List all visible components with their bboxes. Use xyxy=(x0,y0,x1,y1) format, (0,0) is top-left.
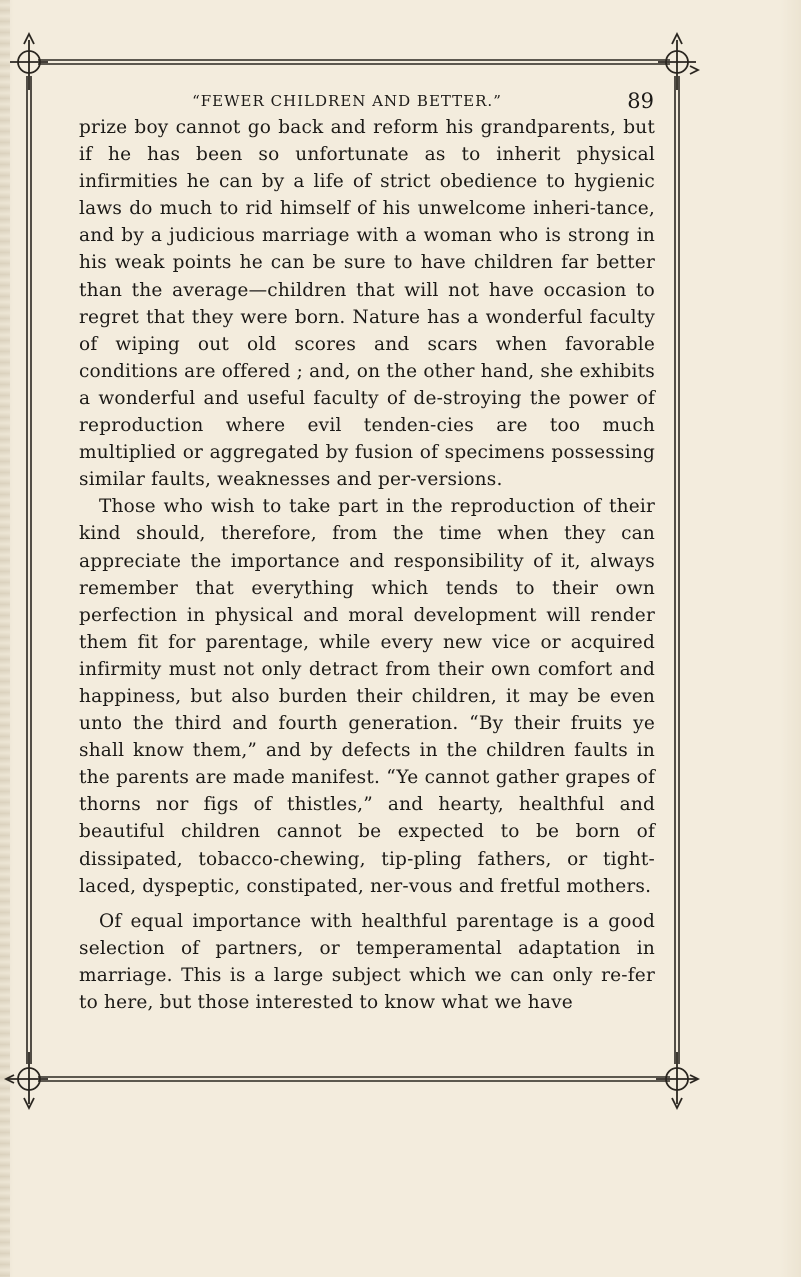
paragraph: Of equal importance with healthful parentage is a good selection of partners, or temperamental adaptation in marriage. This is a large subject which we can only re-fer to here, but those interested to know what we have xyxy=(79,910,655,1013)
paragraph: Those who wish to take part in the reproduction of their kind should, therefore, from the time when they can appreciate the importance and responsibility of it, always remember that everything which tends to their own perfection in physical and moral development will render them fit for parentage, while every new vice or acquired infirmity must not only detract from their own comfort and happiness, but also burden their children, it may be even unto the third and fourth generation. “By their fruits ye shall know them,” and by defects in the children faults in the parents are made manifest. “Ye cannot gather grapes of thorns nor figs of thistles,” and hearty, healthful and beautiful children cannot be expected to be born of dissipated, tobacco-chewing, tip-pling fathers, or tight-laced, dyspeptic, constipated, ner-vous and fretful mothers. xyxy=(79,496,655,897)
corner-ornament-top-left xyxy=(10,34,48,90)
page-number: 89 xyxy=(627,89,654,113)
paragraph-spacer xyxy=(79,900,655,908)
corner-ornament-top-right xyxy=(658,34,698,90)
running-head: “FEWER CHILDREN AND BETTER.” xyxy=(192,92,502,110)
corner-ornament-bottom-right xyxy=(656,1052,698,1108)
body-text xyxy=(79,114,655,1016)
paragraph: prize boy cannot go back and reform his grandparents, but if he has been so unfortunate as to inherit physical infirmities he can by a life of strict obedience to hygienic laws do much to rid himself of his unwelcome inheri-tance, and by a judicious marriage with a woman who is strong in his weak points he can be sure to have children far better than the average—children that will not have occasion to regret that they were born. Nature has a wonderful faculty of wiping out old scores and scars when favorable conditions are offered ; and, on the other hand, she exhibits a wonderful and useful faculty of de-stroying the power of reproduction where evil tenden-cies are too much multiplied or aggregated by fusion of specimens possessing similar faults, weaknesses and per-versions. xyxy=(79,117,655,491)
